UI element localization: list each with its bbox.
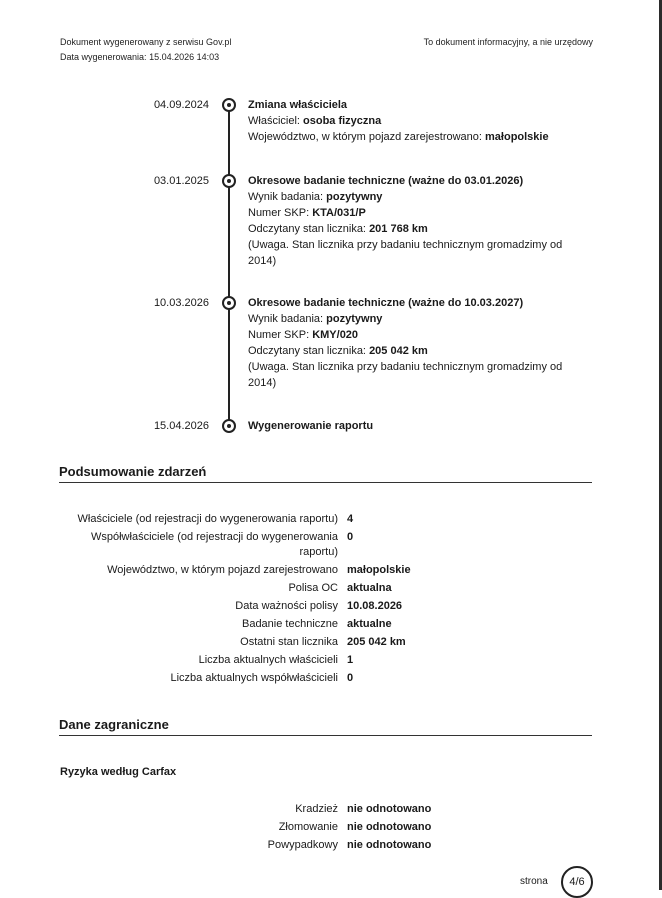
event-line-value: osoba fizyczna <box>303 115 382 127</box>
generated-at-value: 15.04.2026 14:03 <box>149 52 220 62</box>
summary-row <box>0 599 662 614</box>
carfax-table <box>0 802 662 856</box>
event-line-value: 205 042 km <box>369 345 428 357</box>
document-header-left <box>60 35 231 65</box>
event-line <box>248 189 583 205</box>
event-line-value: małopolskie <box>485 131 549 143</box>
foreign-section-title: Dane zagraniczne <box>59 717 169 732</box>
carfax-label: Kradzież <box>295 803 338 815</box>
timeline-dot-icon <box>222 174 236 188</box>
summary-value: 4 <box>347 513 354 525</box>
event-line-label: Wynik badania: <box>248 313 327 325</box>
carfax-value: nie odnotowano <box>347 821 432 833</box>
event-date: 04.09.2024 <box>153 99 209 111</box>
event-line <box>248 205 583 221</box>
event-date: 10.03.2026 <box>153 297 209 309</box>
summary-label: Współwłaściciele (od rejestracji do wygenerowania raportu) <box>91 531 338 558</box>
event-note: (Uwaga. Stan licznika przy badaniu technicznym gromadzimy od 2014) <box>248 239 563 267</box>
summary-value: 205 042 km <box>347 636 406 648</box>
summary-section-title: Podsumowanie zdarzeń <box>59 464 207 479</box>
event-line-label: Właściciel: <box>248 115 304 127</box>
timeline-dot-icon <box>222 296 236 310</box>
summary-row <box>0 530 662 560</box>
summary-row <box>0 563 662 578</box>
generated-by-text: Dokument wygenerowany z serwisu Gov.pl <box>60 37 232 47</box>
event-line-value: 201 768 km <box>369 223 428 235</box>
event-line-label: Odczytany stan licznika: <box>248 223 370 235</box>
summary-label: Liczba aktualnych właścicieli <box>198 654 338 666</box>
event-line-label: Numer SKP: <box>248 207 313 219</box>
carfax-label: Złomowanie <box>278 821 338 833</box>
document-disclaimer: To dokument informacyjny, a nie urzędowy <box>423 37 593 47</box>
event-note: (Uwaga. Stan licznika przy badaniu technicznym gromadzimy od 2014) <box>248 361 563 389</box>
event-line <box>248 311 583 327</box>
event-date: 15.04.2026 <box>153 420 209 432</box>
summary-value: aktualna <box>347 582 392 594</box>
generated-at-label: Data wygenerowania: <box>60 52 150 62</box>
summary-value: 0 <box>347 531 354 543</box>
event-line-value: pozytywny <box>326 191 383 203</box>
summary-label: Polisa OC <box>288 582 338 594</box>
event-line-label: Województwo, w którym pojazd zarejestrowano: <box>248 131 486 143</box>
timeline-dot-icon <box>222 98 236 112</box>
summary-row <box>0 581 662 596</box>
event-date: 03.01.2025 <box>153 175 209 187</box>
summary-value: 1 <box>347 654 354 666</box>
summary-label: Liczba aktualnych współwłaścicieli <box>170 672 338 684</box>
summary-label: Badanie techniczne <box>241 618 338 630</box>
carfax-value: nie odnotowano <box>347 803 432 815</box>
carfax-value: nie odnotowano <box>347 839 432 851</box>
event-line-value: pozytywny <box>326 313 383 325</box>
summary-label: Ostatni stan licznika <box>240 636 338 648</box>
event-line-value: KMY/020 <box>312 329 359 341</box>
event-body <box>248 173 583 269</box>
carfax-title: Ryzyka według Carfax <box>60 766 177 778</box>
section-divider <box>59 735 592 736</box>
timeline-dot-icon <box>222 419 236 433</box>
event-line <box>248 327 583 343</box>
event-line-value: KTA/031/P <box>312 207 366 219</box>
summary-row <box>0 671 662 686</box>
event-title: Okresowe badanie techniczne (ważne do 03.01.2026) <box>248 175 524 187</box>
page-number-badge: 4/6 <box>561 866 593 898</box>
summary-row <box>0 635 662 650</box>
summary-value: 0 <box>347 672 354 684</box>
event-line <box>248 113 583 129</box>
summary-value: małopolskie <box>347 564 411 576</box>
event-body <box>248 418 583 434</box>
summary-row <box>0 617 662 632</box>
carfax-row <box>0 838 662 853</box>
event-line-label: Numer SKP: <box>248 329 313 341</box>
page-label: strona <box>520 876 548 887</box>
event-line <box>248 129 583 145</box>
event-title: Zmiana właściciela <box>248 99 348 111</box>
event-line <box>248 343 583 359</box>
event-body <box>248 97 583 145</box>
summary-label: Data ważności polisy <box>235 600 338 612</box>
summary-label: Województwo, w którym pojazd zarejestrowano <box>107 564 338 576</box>
event-body <box>248 295 583 391</box>
summary-table <box>0 512 662 689</box>
summary-value: 10.08.2026 <box>347 600 403 612</box>
event-line-label: Wynik badania: <box>248 191 327 203</box>
summary-value: aktualne <box>347 618 392 630</box>
summary-row <box>0 653 662 668</box>
event-title: Wygenerowanie raportu <box>248 420 374 432</box>
section-divider <box>59 482 592 483</box>
carfax-label: Powypadkowy <box>267 839 338 851</box>
timeline-line <box>228 104 230 426</box>
generated-at-line <box>60 50 231 65</box>
event-line-label: Odczytany stan licznika: <box>248 345 370 357</box>
summary-row <box>0 512 662 527</box>
summary-label: Właściciele (od rejestracji do wygenerowania raportu) <box>77 513 338 525</box>
event-line <box>248 221 583 237</box>
carfax-row <box>0 802 662 817</box>
event-title: Okresowe badanie techniczne (ważne do 10.03.2027) <box>248 297 524 309</box>
carfax-row <box>0 820 662 835</box>
